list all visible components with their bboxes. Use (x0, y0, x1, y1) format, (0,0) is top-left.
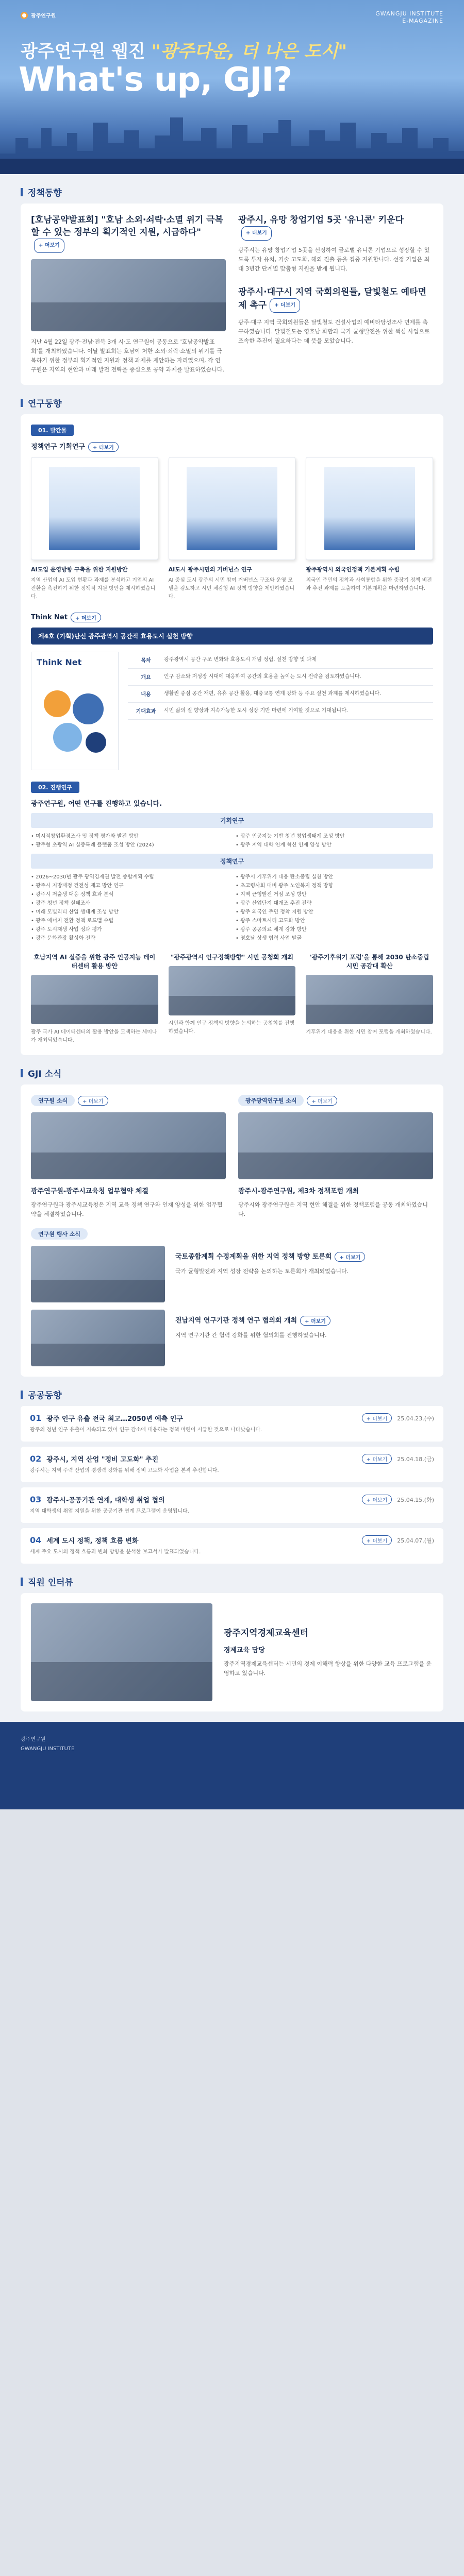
footer-line-2: GWANGJU INSTITUTE (21, 1746, 75, 1752)
tag-regional-news: 광주광역연구원 소식 (238, 1095, 304, 1106)
news-photo (31, 1112, 226, 1179)
table-row: 기대효과 시민 삶의 질 향상과 지속가능한 도시 성장 기반 마련에 기여할 것으로 기대됩니다. (128, 703, 433, 720)
book-item[interactable] (306, 457, 433, 601)
task-head-planning: 기획연구 (31, 813, 433, 828)
policy-right (238, 214, 433, 375)
table-row: 목차 광주광역시 공간 구조 변화와 효용도시 개념 정립, 실천 방향 및 과제 (128, 652, 433, 669)
event-body: 지역 연구기관 간 협력 강화를 위한 협의회를 진행하였습니다. (175, 1332, 327, 1338)
policy-left-body: 지난 4월 22일 광주·전남·전북 3개 시·도 연구원이 공동으로 '호남공약발표회'를 개최하였습니다. 이날 발표회는 호남이 처한 소외·쇠락·소멸의 위기를 극복하기 위한 정부의 획기적인 지원과 정책 과제를 제안하는 자리였으며, 각 연구원은 지역의 현안과 미래 발전 전략을 중심으로 공약 과제를 발표하였습니다. (31, 338, 224, 373)
press-list (21, 1406, 443, 1564)
list-item: • 지역 균형발전 거점 조성 방안 (236, 892, 307, 897)
task-list-policy (31, 873, 433, 943)
title-bar (21, 188, 23, 196)
photo-caption: 호남지역 AI 실증을 위한 광주 인공지능 데이터센터 활용 방안 (34, 954, 156, 970)
policy-section-title (21, 185, 443, 198)
press-body: 광주시는 지역 주력 산업의 경쟁력 강화를 위해 정비 고도화 사업을 본격 추진합니다. (30, 1468, 219, 1473)
footer-line-1: 광주연구원 (21, 1737, 46, 1742)
list-item: • 광주 공공의료 체계 강화 방안 (236, 927, 307, 933)
event-more-link[interactable]: + 더보기 (335, 1252, 365, 1262)
gji-news-2-more-link[interactable]: + 더보기 (307, 1096, 337, 1106)
news-photo (238, 1112, 433, 1179)
book-cover[interactable] (169, 457, 296, 560)
press-date: 25.04.07.(월) (397, 1537, 434, 1544)
book-desc: 외국인 주민의 정착과 사회통합을 위한 중장기 정책 비전과 추진 과제를 도출하여 기본계획을 마련하였습니다. (306, 578, 432, 591)
staff-heading: 직원 인터뷰 (28, 1578, 74, 1588)
staff-body: 광주지역경제교육센터는 시민의 경제 이해력 향상을 위한 다양한 교육 프로그램을 운영하고 있습니다. (223, 1660, 432, 1676)
photo-caption: "광주광역시 인구정책방향" 시민 공청회 개최 (171, 954, 293, 961)
policy-right2-title: 광주시·대구시 지역 국회의원들, 달빛철도 예타면제 촉구 + 더보기 (238, 286, 433, 313)
brand-line-2: E-MAGAZINE (402, 18, 443, 24)
research-section-title (21, 396, 443, 409)
list-item: • 광주형 초광역 AI 실증특례 플랫폼 조성 방안 (2024) (31, 842, 154, 848)
event-photo (306, 975, 433, 1024)
list-item[interactable] (21, 1528, 443, 1564)
list-item: • 광주 지역 대학 연계 혁신 인재 양성 방안 (236, 842, 332, 848)
book-item[interactable] (31, 457, 158, 601)
photo-desc: 시민과 함께 인구 정책의 방향을 논의하는 공청회를 진행하였습니다. (168, 1021, 295, 1035)
brand-line-1: GWANGJU INSTITUTE (375, 10, 443, 17)
press-more-link[interactable]: + 더보기 (362, 1535, 392, 1545)
hero-kicker-text: 광주연구원 웹진 (21, 41, 145, 62)
policy-card (21, 204, 443, 385)
list-item: • 광주 외국인 주민 정착 지원 방안 (236, 909, 313, 915)
hero-kicker (21, 37, 347, 62)
event-photo (31, 1246, 165, 1302)
list-item: • 2026~2030년 광주 광역경제권 발전 종합계획 수립 (31, 874, 154, 880)
press-heading: 공공동향 (28, 1391, 62, 1401)
press-title: 광주시-공공기관 연계, 대학생 취업 협의 (46, 1497, 165, 1504)
news-title: 광주연구원-광주시교육청 업무협약 체결 (31, 1188, 148, 1195)
event-body: 국가 균형발전과 지역 성장 전략을 논의하는 토론회가 개최되었습니다. (175, 1268, 349, 1275)
photo-item[interactable] (31, 953, 158, 1045)
press-date: 25.04.15.(화) (397, 1496, 434, 1503)
list-item[interactable] (21, 1487, 443, 1523)
list-item: • 광주시 기후위기 대응 탄소중립 실천 방안 (236, 874, 334, 880)
research-heading: 연구동향 (28, 399, 62, 409)
thinknet-label: Think Net + 더보기 (31, 613, 433, 622)
staff-name: 광주지역경제교육센터 (223, 1628, 309, 1638)
list-item[interactable] (21, 1406, 443, 1442)
gji-news-2 (238, 1095, 433, 1219)
research-card (21, 414, 443, 1055)
title-bar (21, 399, 23, 407)
press-date: 25.04.18.(금) (397, 1455, 434, 1463)
gji-card (21, 1084, 443, 1377)
publications-more-link[interactable]: + 더보기 (88, 442, 119, 452)
press-number: 02 (30, 1454, 42, 1464)
policy-photo (31, 259, 226, 331)
press-number: 01 (30, 1413, 42, 1423)
press-number: 04 (30, 1535, 42, 1545)
photo-item[interactable] (169, 953, 296, 1045)
policy-left-more-link[interactable]: + 더보기 (34, 239, 64, 253)
press-body: 광주의 청년 인구 유출이 지속되고 있어 인구 감소에 대응하는 정책 마련이 시급한 것으로 나타났습니다. (30, 1427, 262, 1433)
hero-headline: What's up, GJI? (19, 61, 292, 99)
photo-desc: 광주 국가 AI 데이터센터의 활용 방안을 모색하는 세미나가 개최되었습니다. (31, 1029, 157, 1043)
news-body: 광주연구원과 광주시교육청은 지역 교육 정책 연구와 인재 양성을 위한 업무협약을 체결하였습니다. (31, 1201, 223, 1217)
policy-left-title: [호남공약발표회] "호남 소외·쇠락·소멸 위기 극복할 수 있는 정부의 획기적인 지원, 시급하다"+ 더보기 (31, 214, 226, 253)
book-title: AI도시 광주시민의 거버넌스 연구 (168, 566, 252, 573)
event-photo (31, 1310, 165, 1366)
press-date: 25.04.23.(수) (397, 1415, 434, 1422)
book-title: AI도입 운영방향 구축을 위한 지원방안 (31, 566, 128, 573)
event-row-1 (31, 1246, 433, 1302)
book-title: 광주광역시 외국인정책 기본계획 수립 (306, 566, 400, 573)
list-item: • 미래 모빌리티 산업 생태계 조성 방안 (31, 909, 119, 915)
research-photo-row (31, 953, 433, 1045)
list-item: • 광주 문화관광 활성화 전략 (31, 936, 95, 941)
tag-events: 연구원 행사 소식 (31, 1228, 88, 1240)
gji-heading: GJI 소식 (28, 1069, 62, 1079)
photo-caption: '광주기후위기 포럼'을 통해 2030 탄소중립 시민 공감대 확산 (309, 954, 429, 970)
list-item: • 초고령사회 대비 광주 노인복지 정책 방향 (236, 883, 334, 889)
thinknet-cover[interactable] (31, 652, 119, 770)
policy-left (31, 214, 226, 375)
thinknet-table (128, 652, 433, 770)
press-section-title (21, 1388, 443, 1401)
tab-ongoing-research[interactable]: 02. 진행연구 (31, 782, 79, 793)
book-cover[interactable] (31, 457, 158, 560)
photo-desc: 기후위기 대응을 위한 시민 참여 포럼을 개최하였습니다. (306, 1029, 432, 1035)
table-row: 내용 생활권 중심 공간 재편, 유휴 공간 활용, 대중교통 연계 강화 등 주요 실천 과제를 제시하였습니다. (128, 686, 433, 703)
event-photo (169, 966, 296, 1015)
list-item: • 미시적창업환경조사 및 정책 평가와 발전 방안 (31, 834, 139, 839)
title-bar (21, 1391, 23, 1399)
gji-section-title (21, 1066, 443, 1079)
brand-text (375, 10, 443, 25)
staff-photo (31, 1603, 212, 1701)
policy-right2-more-link[interactable]: + 더보기 (270, 298, 300, 313)
press-title: 광주시, 지역 산업 "정비 고도화" 추진 (46, 1456, 159, 1464)
thinknet-cover-title: Think Net (37, 657, 82, 667)
list-item: • 광주 도시재생 사업 성과 평가 (31, 927, 102, 933)
task-head-policy: 정책연구 (31, 854, 433, 869)
list-item: • 광주 스마트시티 고도화 방안 (236, 918, 305, 924)
title-bar (21, 1578, 23, 1586)
title-bar (21, 1069, 23, 1077)
press-title: 광주 인구 유출 전국 최고…2050년 예측 인구 (46, 1415, 183, 1423)
publications-subhead: 정책연구 기획연구 + 더보기 (31, 441, 433, 452)
press-title: 세계 도시 정책, 정책 흐름 변화 (46, 1537, 139, 1545)
footer (0, 1722, 464, 1809)
list-item: • 광주 에너지 전환 정책 로드맵 수립 (31, 918, 114, 924)
thinknet-header: 제4호 (기획)단신 광주광역시 공간적 효용도시 실천 방향 (31, 628, 433, 645)
staff-card (21, 1593, 443, 1711)
task-list-planning (31, 832, 433, 850)
event-title: 전남지역 연구기관 정책 연구 협의회 개최 + 더보기 (175, 1315, 330, 1326)
list-item: • 광주 인공지능 기반 청년 창업생태계 조성 방안 (236, 834, 345, 839)
list-item: • 광주 청년 정책 실태조사 (31, 901, 91, 906)
thinknet-body (31, 652, 433, 770)
press-more-link[interactable]: + 더보기 (362, 1413, 392, 1423)
book-item[interactable] (169, 457, 296, 601)
list-item: • 영호남 상생 협력 사업 발굴 (236, 936, 302, 941)
event-row-2 (31, 1310, 433, 1366)
book-desc: AI 중심 도시 광주의 시민 참여 거버넌스 구조와 운영 모델을 검토하고 시민 체감형 AI 정책 방향을 제안하였습니다. (168, 578, 295, 600)
hero-banner (0, 0, 464, 174)
policy-heading: 정책동향 (28, 188, 62, 198)
hero-base-band (0, 159, 464, 174)
policy-right1-more-link[interactable]: + 더보기 (241, 226, 272, 241)
staff-role: 경제교육 담당 (223, 1646, 265, 1654)
book-cover[interactable] (306, 457, 433, 560)
policy-right2-body: 광주·대구 지역 국회의원들은 달빛철도 건설사업의 예비타당성조사 면제를 촉구하였습니다. 달빛철도는 영호남 화합과 국가 균형발전을 위한 핵심 사업으로 조속한 추진이 필요하다는 데 뜻을 모았습니다. (238, 319, 430, 344)
news-title: 광주시-광주연구원, 제3차 정책포럼 개최 (238, 1188, 359, 1195)
list-item[interactable] (21, 1447, 443, 1482)
hero-kicker-script: "광주다운, 더 나은 도시" (151, 41, 347, 62)
logo-mark-icon (21, 12, 28, 19)
gji-news-1-more-link[interactable]: + 더보기 (78, 1096, 108, 1106)
gji-news-1 (31, 1095, 226, 1219)
tag-institute-news: 연구원 소식 (31, 1095, 75, 1106)
event-photo (31, 975, 158, 1024)
table-row: 개요 인구 감소와 저성장 시대에 대응하여 공간의 효용을 높이는 도시 전략을 검토하였습니다. (128, 669, 433, 686)
list-item: • 광주시 지방재정 건전성 제고 방안 연구 (31, 883, 124, 889)
logo[interactable] (21, 11, 56, 19)
event-more-link[interactable]: + 더보기 (300, 1316, 330, 1326)
logo-text: 광주연구원 (31, 13, 56, 19)
photo-item[interactable] (306, 953, 433, 1045)
event-title: 국토종합계획 수정계획을 위한 지역 정책 방향 토론회 + 더보기 (175, 1251, 365, 1262)
staff-section-title (21, 1575, 443, 1588)
press-more-link[interactable]: + 더보기 (362, 1495, 392, 1504)
tab-publications[interactable]: 01. 발간물 (31, 425, 74, 436)
policy-right1-body: 광주시는 유망 창업기업 5곳을 선정하여 글로벌 유니콘 기업으로 성장할 수 있도록 투자 유치, 기술 고도화, 해외 진출 등을 집중 지원합니다. 선정 기업은 최대 3년간 단계별 맞춤형 지원을 받게 됩니다. (238, 247, 430, 272)
ongoing-subhead: 광주연구원, 어떤 연구를 진행하고 있습니다. (31, 800, 162, 808)
press-body: 지역 대학생의 취업 지원을 위한 공공기관 연계 프로그램이 운영됩니다. (30, 1509, 189, 1514)
press-body: 세계 주요 도시의 정책 흐름과 변화 방향을 분석한 보고서가 발표되었습니다. (30, 1549, 201, 1555)
press-more-link[interactable]: + 더보기 (362, 1454, 392, 1464)
thinknet-more-link[interactable]: + 더보기 (71, 613, 101, 622)
book-desc: 지역 산업의 AI 도입 현황과 과제를 분석하고 기업의 AI 전환을 촉진하기 위한 정책적 지원 방안을 제시하였습니다. (31, 578, 156, 600)
list-item: • 광주시 저출생 대응 정책 효과 분석 (31, 892, 114, 897)
press-number: 03 (30, 1495, 42, 1504)
thinknet-graphic-icon (37, 683, 114, 760)
news-body: 광주시와 광주연구원은 지역 현안 해결을 위한 정책포럼을 공동 개최하였습니다. (238, 1201, 428, 1217)
policy-right1-title: 광주시, 유망 창업기업 5곳 '유니콘' 키운다+ 더보기 (238, 214, 433, 241)
list-item: • 광주 산업단지 대개조 추진 전략 (236, 901, 312, 906)
